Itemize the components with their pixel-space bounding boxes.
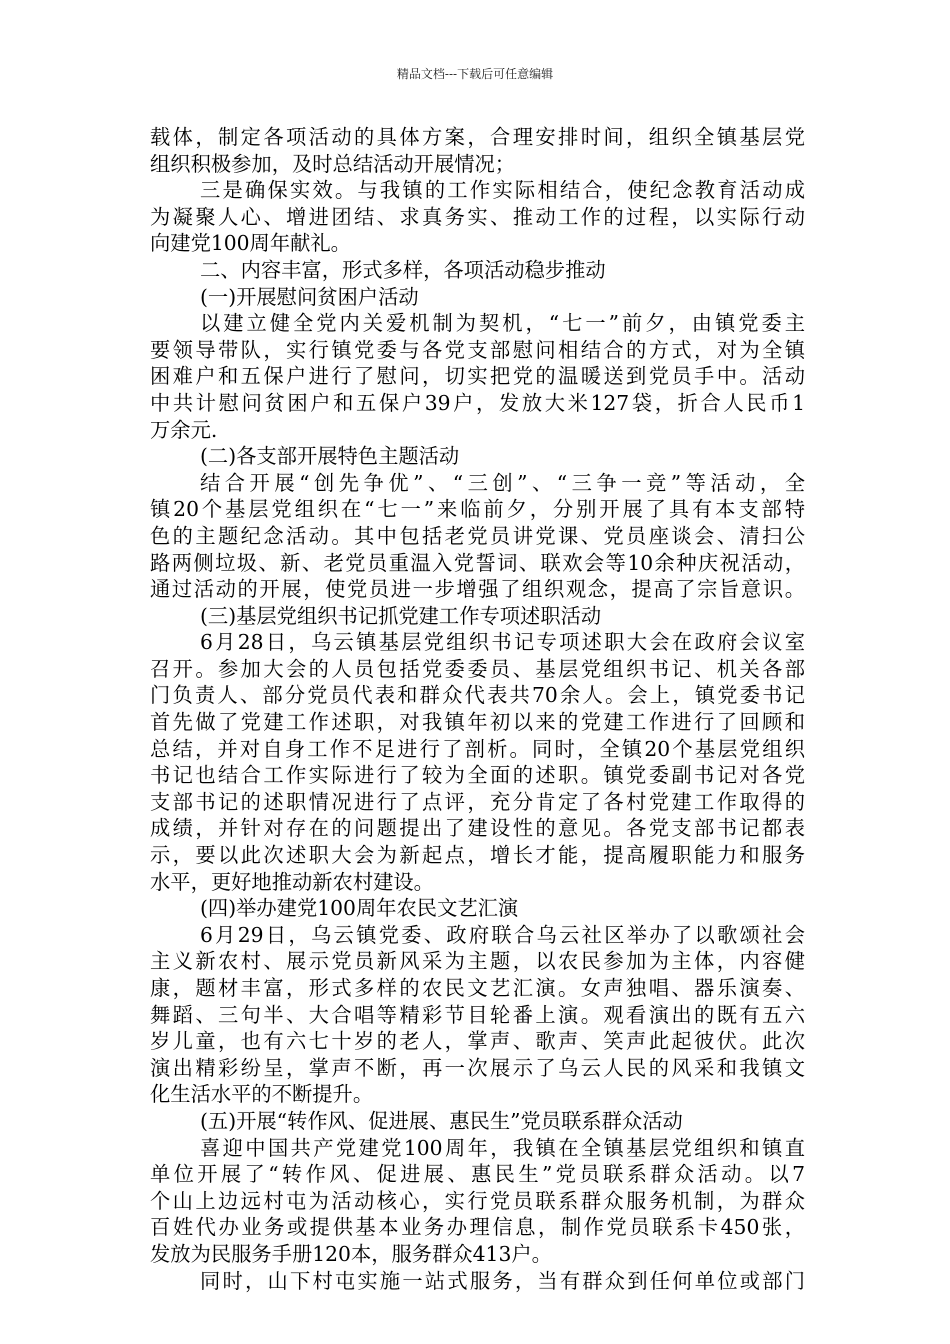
text-line: (三)基层党组织书记抓党建工作专项述职活动 xyxy=(200,603,602,628)
text-line: 支部书记的述职情况进行了点评，充分肯定了各村党建工作取得的 xyxy=(150,789,805,814)
text-line: 要领导带队，实行镇党委与各党支部慰问相结合的方式，对为全镇 xyxy=(150,337,805,362)
text-line: 三是确保实效。与我镇的工作实际相结合，使纪念教育活动成 xyxy=(200,178,805,203)
text-line: 镇20个基层党组织在“七一”来临前夕，分别开展了具有本支部特 xyxy=(150,497,805,522)
text-line: 首先做了党建工作述职，对我镇年初以来的党建工作进行了回顾和 xyxy=(150,710,805,735)
text-line: 召开。参加大会的人员包括党委委员、基层党组织书记、机关各部 xyxy=(150,656,805,681)
text-line: 门负责人、部分党员代表和群众代表共70余人。会上，镇党委书记 xyxy=(150,683,805,708)
text-line: 6月28日，乌云镇基层党组织书记专项述职大会在政府会议室 xyxy=(200,630,805,655)
text-line: 结合开展“创先争优”、“三创”、“三争一竞”等活动，全 xyxy=(200,470,805,495)
text-line: 演出精彩纷呈，掌声不断，再一次展示了乌云人民的风采和我镇文 xyxy=(150,1055,805,1080)
text-line: 百姓代办业务或提供基本业务办理信息，制作党员联系卡450张， xyxy=(150,1215,805,1240)
text-line: (二)各支部开展特色主题活动 xyxy=(200,444,460,469)
text-line: 中共计慰问贫困户和五保户39户，发放大米127袋，折合人民币1 xyxy=(150,390,805,415)
text-line: 组织积极参加，及时总结活动开展情况； xyxy=(150,151,516,176)
text-line: 以建立健全党内关爱机制为契机，“七一”前夕，由镇党委主 xyxy=(200,311,805,336)
text-line: 同时，山下村屯实施一站式服务，当有群众到任何单位或部门 xyxy=(200,1268,805,1293)
text-line: 困难户和五保户进行了慰问，切实把党的温暖送到党员手中。活动 xyxy=(150,364,805,389)
document-body xyxy=(150,124,805,1294)
text-line: 色的主题纪念活动。其中包括老党员讲党课、党员座谈会、清扫公 xyxy=(150,523,805,548)
text-line: 载体，制定各项活动的具体方案，合理安排时间，组织全镇基层党 xyxy=(150,125,805,149)
text-line: 成绩，并针对存在的问题提出了建设性的意见。各党支部书记都表 xyxy=(150,816,805,841)
text-line: 万余元. xyxy=(150,417,218,442)
text-line: 总结，并对自身工作不足进行了剖析。同时，全镇20个基层党组织 xyxy=(150,736,805,761)
text-line: 喜迎中国共产党建党100周年，我镇在全镇基层党组织和镇直 xyxy=(200,1135,805,1160)
page-header: 精品文档---下载后可任意编辑 xyxy=(396,67,554,81)
text-line: 岁儿童，也有六七十岁的老人，掌声、歌声、笑声此起彼伏。此次 xyxy=(150,1029,805,1054)
text-line: 舞蹈、三句半、大合唱等精彩节目轮番上演。观看演出的既有五六 xyxy=(150,1002,805,1027)
text-line: (一)开展慰问贫困户活动 xyxy=(200,284,419,309)
text-line: 书记也结合工作实际进行了较为全面的述职。镇党委副书记对各党 xyxy=(150,763,805,788)
text-line: 向建党100周年献礼。 xyxy=(150,231,351,256)
text-line: 单位开展了“转作风、促进展、惠民生”党员联系群众活动。以7 xyxy=(150,1162,805,1187)
text-line: 主义新农村、展示党员新风采为主题，以农民参加为主体，内容健 xyxy=(150,949,805,974)
text-line: 个山上边远村屯为活动核心，实行党员联系群众服务机制，为群众 xyxy=(150,1188,805,1213)
text-line: 发放为民服务手册120本，服务群众413户。 xyxy=(150,1241,552,1266)
text-line: 二、内容丰富，形式多样，各项活动稳步推动 xyxy=(200,257,606,282)
text-line: 康，题材丰富，形式多样的农民文艺汇演。女声独唱、器乐演奏、 xyxy=(150,976,805,1000)
text-line: 通过活动的开展，使党员进一步增强了组织观念，提高了宗旨意识。 xyxy=(150,577,805,602)
text-line: 水平，更好地推动新农村建设。 xyxy=(150,869,434,894)
text-line: 为凝聚人心、增进团结、求真务实、推动工作的过程，以实际行动 xyxy=(150,204,805,229)
text-line: 6月29日，乌云镇党委、政府联合乌云社区举办了以歌颂社会 xyxy=(200,922,805,947)
text-line: (四)举办建党100周年农民文艺汇演 xyxy=(200,896,519,921)
text-line: 示，要以此次述职大会为新起点，增长才能，提高履职能力和服务 xyxy=(150,843,805,868)
text-line: 化生活水平的不断提升。 xyxy=(150,1082,374,1107)
text-line: (五)开展“转作风、促进展、惠民生”党员联系群众活动 xyxy=(200,1108,683,1133)
text-line: 路两侧垃圾、新、老党员重温入党誓词、联欢会等10余种庆祝活动， xyxy=(150,550,805,575)
